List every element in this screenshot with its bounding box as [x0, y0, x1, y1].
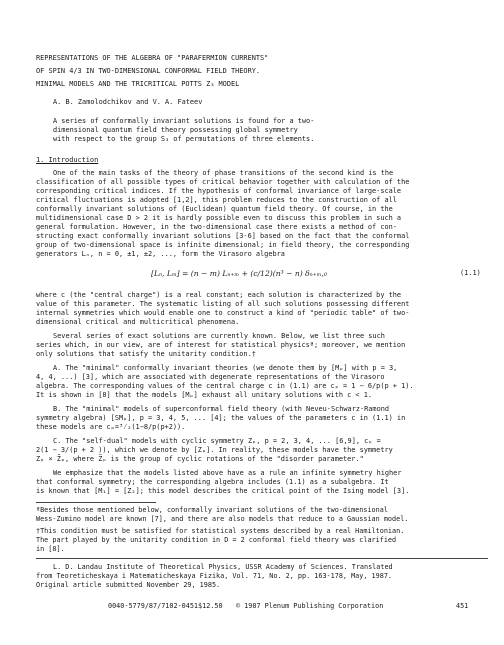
text-line: Zₚ × Z̃ₚ, where Z̃ₚ is the group of cyclic rotations of the "disorder parameter." [36, 455, 364, 463]
affiliation-line: Original article submitted November 29, 1985. [36, 581, 221, 589]
title-line-3: MINIMAL MODELS AND THE TRICRITICAL POTTS Z₃ MODEL [36, 80, 240, 88]
footnote-line: in [8]. [36, 545, 65, 553]
text-line: series which, in our view, are of interest for statistical physicsª; moreover, we mention [36, 341, 406, 349]
text-line: classification of all possible types of critical behavior together with calculation of the [36, 178, 410, 186]
text-line: We emphasize that the models listed above have as a rule an infinite symmetry higher [53, 469, 402, 477]
text-line: algebra. The corresponding values of the central charge c in (1.1) are cₚ = 1 − 6/p(p + 1). [36, 382, 414, 390]
text-line: group of two-dimensional space is infinite dimensional; in field theory, the corresponding [36, 241, 410, 249]
text-line: structing exact conformally invariant solutions [3-6] based on the fact that the conformal [36, 232, 410, 240]
text-line: B. The "minimal" models of superconformal field theory (with Neveu-Schwarz-Ramond [53, 405, 390, 413]
text-line: these models are cₚ=³⁄₂(1−8/p(p+2)). [36, 423, 186, 431]
text-line: value of this parameter. The systematic listing of all such solutions possessing different [36, 300, 410, 308]
affiliation-line: L. D. Landau Institute of Theoretical Physics, USSR Academy of Sciences. Translated [53, 563, 393, 571]
text-line: is known that [M₁] = [Z₂]; this model describes the critical point of the Ising model [3]. [36, 487, 410, 495]
text-line: A. The "minimal" conformally invariant theories (we denote them by [Mₚ] with p = 3, [53, 364, 398, 372]
text-line: that conformal symmetry; the corresponding algebra includes (1.1) as a subalgebra. It [36, 478, 389, 486]
footnote-line: ªBesides those mentioned below, conformally invariant solutions of the two-dimensional [36, 506, 388, 514]
affiliation-rule [36, 558, 488, 559]
text-line: symmetry algebra) [SMₚ], p = 3, 4, 5, ... [4]; the values of the parameters c in (1.1) in [36, 414, 406, 422]
abstract-line: with respect to the group S₃ of permutations of three elements. [53, 135, 315, 143]
text-line: multidimensional case D > 2 it is hardly possible even to discuss this problem in such a [36, 214, 402, 222]
text-line: corresponding critical indices. If the hypothesis of conformal invariance of large-scale [36, 187, 402, 195]
text-line: conformally invariant solutions of (Euclidean) quantum field theory. Of course, in the [36, 205, 393, 213]
footnote-line: Wess-Zumino model are known [7], and there are also models that reduce to a Gaussian model. [36, 515, 409, 523]
text-line: One of the main tasks of the theory of phase transitions of the second kind is the [53, 169, 394, 177]
text-line: internal symmetries which would enable one to construct a kind of "periodic table" of two- [36, 309, 410, 317]
page-number: 451 [456, 602, 469, 610]
publication-code: 0040-5779/87/7102-0451$12.50 [108, 602, 223, 610]
text-line: generators Lₙ, n = 0, ±1, ±2, ..., form the Virasoro algebra [36, 250, 285, 258]
text-line: where c (the "central charge") is a real constant; each solution is characterized by the [36, 291, 402, 299]
title-line-1: REPRESENTATIONS OF THE ALGEBRA OF "PARAFERMION CURRENTS" [36, 54, 269, 62]
footnote-line: †This condition must be satisfied for statistical systems described by a real Hamiltonian. [36, 527, 405, 535]
section-heading: 1. Introduction [36, 156, 99, 164]
text-line: general formulation. However, in the two-dimensional case there exists a method of con- [36, 223, 397, 231]
affiliation-line: from Teoreticheskaya i Matematicheskaya Fizika, Vol. 71, No. 2, pp. 163-178, May, 1987. [36, 572, 393, 580]
footnote-line: The part played by the unitarity condition in D = 2 conformal field theory was clarified [36, 536, 397, 544]
equation-1-1: [Lₙ, Lₘ] = (n − m) Lₙ₊ₘ + (c/12)(n³ − n) δₙ₊ₘ,₀ [151, 269, 327, 278]
equation-number: (1.1) [460, 269, 481, 277]
text-line: It is shown in [8] that the models [Mₚ] exhaust all unitary solutions with c < 1. [36, 391, 373, 399]
text-line: Several series of exact solutions are currently known. Below, we list three such [53, 332, 385, 340]
text-line: C. The "self-dual" models with cyclic symmetry Zₚ, p = 2, 3, 4, ... [6,9], cₚ = [53, 437, 381, 445]
text-line: critical fluctuations is adopted [1,2], this problem reduces to the construction of all [36, 196, 397, 204]
authors: A. B. Zamolodchikov and V. A. Fateev [53, 98, 203, 106]
footnote-rule [36, 502, 156, 503]
abstract-line: dimensional quantum field theory possessing global symmetry [53, 126, 298, 134]
text-line: 2(1 − 3/(p + 2 )), which we denote by [Zₚ]. In reality, these models have the symmetry [36, 446, 393, 454]
abstract-line: A series of conformally invariant solutions is found for a two- [53, 117, 315, 125]
text-line: 4, 4, ...) [3], which are associated with degenerate representations of the Virasoro [36, 373, 385, 381]
text-line: dimensional critical and multicritical phenomena. [36, 318, 240, 326]
copyright: © 1987 Plenum Publishing Corporation [236, 602, 384, 610]
title-line-2: OF SPIN 4/3 IN TWO-DIMENSIONAL CONFORMAL FIELD THEORY. [36, 67, 261, 75]
text-line: only solutions that satisfy the unitarity condition.† [36, 350, 256, 358]
